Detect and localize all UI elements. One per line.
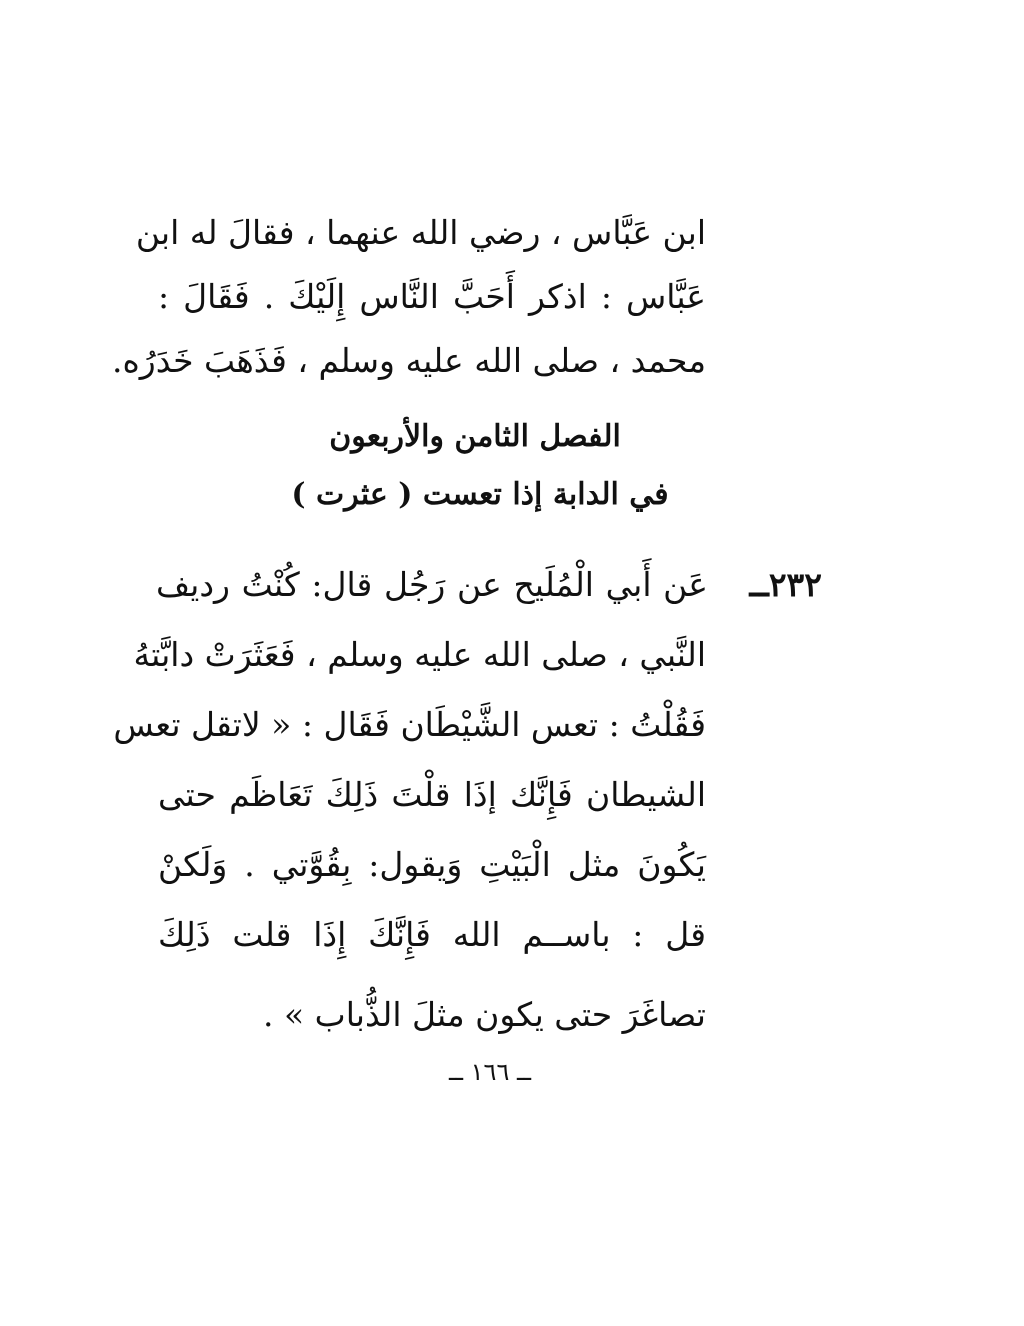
- hadith-number: ٢٣٢ــ: [749, 565, 822, 604]
- continuation-line-3: محمد ، صلى الله عليه وسلم ، فَذَهَبَ خَدَرُه.: [112, 341, 706, 380]
- continuation-line-2: عَبَّاس : اذكر أَحَبَّ النَّاس إِلَيْكَ . فَقَالَ :: [158, 277, 706, 316]
- continuation-line-1: ابن عَبَّاس ، رضي الله عنهما ، فقالَ له ابن: [135, 213, 706, 252]
- hadith-line-2: النَّبي ، صلى الله عليه وسلم ، فَعَثَرَتْ دابَّتهُ: [133, 635, 706, 674]
- chapter-title: الفصل الثامن والأربعون: [329, 419, 621, 454]
- hadith-line-1: عَن أَبي الْمُلَيح عن رَجُل قال: كُنْتُ رديف: [156, 565, 708, 604]
- hadith-line-7: تصاغَرَ حتى يكون مثلَ الذُّباب » .: [263, 995, 706, 1034]
- page-number: ــ ١٦٦ ــ: [448, 1058, 532, 1086]
- chapter-subtitle: في الدابة إذا تعست ( عثرت ): [291, 477, 669, 512]
- hadith-line-6: قل : باســم الله فَإِنَّكَ إِذَا قلت ذَلِكَ: [158, 915, 706, 954]
- hadith-line-4: الشيطان فَإِنَّك إذَا قلْتَ ذَلِكَ تَعَاظَم حتى: [158, 775, 706, 814]
- hadith-line-5: يَكُونَ مثل الْبَيْتِ وَيقول: بِقُوَّتي . وَلَكنْ: [158, 845, 706, 884]
- hadith-line-3: فَقُلْتُ : تعس الشَّيْطَان فَقَال : « لاتقل تعس: [113, 705, 706, 744]
